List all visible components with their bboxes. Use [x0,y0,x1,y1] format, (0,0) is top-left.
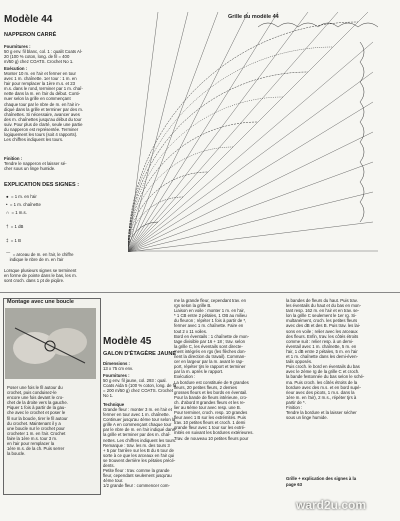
model44-finish-text: Tendre le napperon et laisser sé- cher sous un linge humide. [4,161,67,172]
single-crochet-icon: ∩ [6,210,10,215]
crochet-chart-44 [128,12,378,252]
model44-finish-label: Finition : [4,156,23,161]
section-divider [0,292,400,293]
model45-title: Modèle 45 [103,336,152,347]
chain-arc-icon: ⌒ [6,252,11,257]
hands-illustration-icon [5,308,96,379]
sign-arc-text: = arceau de m. en l'air, le chiffre indique le nbre de m. en l'air [9,252,74,263]
model45-technique-label: Technique [103,402,125,407]
model45-technique-text: Grande fleur : monter 3 m. en l'air et fermer en tour avec 1 m. chaînette. Continuer jusqu'au 4ème tour selon la grille A en commençant chaque tour par le nbre de m. en l'air indiqué dans la grille et terminer par des m. chaî- nettes. Les chiffres indiquent les tours. Remarque : trav. les m. des tours 3 + 5 par l'arrière sur les B du 6 tour de sorte à ce que les arceaux en l'air qui se trouvent derrière les pétales précé- dents. Petite fleur : trav. comme la grande fleur, cependant seulement jusqu'au 4ème tour. 1/2 grande fleur : commencer com- [103,407,177,489]
signs-title: EXPLICATION DES SIGNES : [4,182,80,188]
sign-slip [6,202,41,207]
model44-execution-label: Exécution : [4,66,28,71]
sign-hdc-text: = 1 dB [10,224,24,229]
model44-title: Modèle 44 [4,14,53,25]
chart-rays [128,12,373,252]
sign-slip-text: = 1 m. chaînette [9,202,41,207]
model45-materials-text: 50 g env. fil jaune, col. 293 : qual. Coats Aida 5 (100 % coton, long. de fil = 200 m/50 g) chez COATS. Crochet No 1. [103,378,176,399]
sign-sc-text: = 1 m.s. [11,210,27,215]
inset-title: Montage avec une boucle [7,299,74,305]
sign-chain [6,194,37,199]
chart-title: Grille du modèle 44 [228,14,279,20]
model45-column2: me la grande fleur, cependant trav. en rgs selon la grille B. Liaison en voile : monter 1 m. en l'air, * 1 CB entre 2 pétales, 1 OB au milieu du fleuron ; répéter 1 fois à partir de *, fermer avec 1 m. chaînette. Faire en tout 2 x 11 voiles. Bord en éventails : 1 chaînette de mon- tage divisible par 16 + 18 ; trav. selon la grille C, les éventails sont directe- ment intégrés en rgs (les flèches don- nent la direction du travail). Comman- cer en largeur par la m. avant le rap- port, répéter tjrs le rapport et terminer par la m. après le rapport. Exécution : La bordure est constituée de 9 grandes fleurs, 20 petites fleurs, 2 demies grosses fleurs et les bords en éventail. Pour la bande de fleurs intérieure, cro- ch. d'abord 8 grandes fleurs et les re- lier au 6ème tour avec resp. une B. Pour terminer, croch. resp. 10 grandes fleur avec 1 B sur les extrémités. Puis trav. 10 petites fleurs et croch. 1 demi grande fleur avec 1 tour sur les extré- mités en suivant les bordures extérieures. Trav. de nouveau 10 petites fleurs pour [174,298,254,441]
sign-dc [6,238,21,243]
model44-materials-label: Fournitures : [4,44,31,49]
model44-subtitle: NAPPERON CARRÉ [4,32,57,38]
footer-label: Grille + explication des signes à la [286,476,357,481]
model45-dimensions-text: 13 x 75 cm env. [103,366,134,371]
sign-arc [6,252,74,262]
model45-dimensions-label: Dimensions : [103,361,130,366]
footer-page: page 63 [286,482,303,487]
slip-stitch-icon: • [6,202,8,207]
double-crochet-icon: ‡ [6,238,9,243]
watermark: ward2u.com [296,498,367,512]
sign-sc [6,210,27,215]
chain-symbol-icon: ● [6,194,9,199]
sign-chain-text: = 1 m. en l'air [11,194,37,199]
chart-scallops [258,23,378,222]
inset-text: Poser une fois le fil autour du crochet, puis conduisez-le encore une fois devant le cro- chet de la droite vers la gauche. Piquer 1 fois à partir de la gau- che avec le crochet et poser le fil sur la boucle, tirer le fil autour du crochet. Maintenant il y a une boucle sur le crochet pour crocheter 1 m. en l'air. Crochet faire la 1ère m.s. tour 3 m. en l'air pour remplacer la 1ère m.s. de la ch. Puis serrer la boucle. [7,385,68,457]
sign-dc-text: = 1 B [10,238,21,243]
model45-subtitle: GALON D'ÉTAGÈRE JAUNE [103,351,177,357]
hands-photo [5,308,96,379]
model44-execution-text: Monter 10 m. en l'air et fermer en tour avec 1 m. chaînette. 1er tour : 1 m. en l'air pour remplacer la 1ère m.s. et 23 m.s. dans le rond, terminer par 1 m. chaî- nette dans la m. en l'air du début. Conti- nuer selon la grille en commençant chaque tour par le nbre de m. en l'air in- diqué dans la grille et terminer par des m. chaînettes. Si nécessaire, avancer aves des m. chaînettes jusqu'au début du tour suiv. Pour plus de clarté, seule une partie du napperon est représentée. Terminer logiquement les tours (soit 4 rapports). Les chiffres indiquent les tours. [4,71,84,143]
model44-materials-text: 50 g env. fil blanc, col. 1 : qualit Coats Al- 20 (100 % coton, long. de fil = 400 m/50 g) chez COATS. Crochet No 1. [4,49,83,65]
half-double-icon: † [6,224,9,229]
model45-materials-label: Fournitures : [103,373,130,378]
sign-hdc [6,224,23,229]
model45-column3: la bandes de fleurs du haut. Puis trav. les éventails du haut et du bas en mon- tant resp. 162 m. en l'air et en trav. se- lon la grille C seulement le 1er rg. Si- multanément, croch. les petites fleurs avec des dB et des B. Puis trav. les lai- sons en voile ; relier avec les arceaux des fleurs. Enfin, trav. les côtés étroits comme suit : relier resp. à un demi- éventail avec 1 m. chaînette, 5 m. en l'air, 1 dB entre 2 pétales, 5 m. en l'air et 1 m. chaînette dans les demi-éven- tails opposés. Puis croch. le bord en éventails du bas avec le 2ème rg de la grille C et croch. la bande festonnée du bas selon le sché- ma. Puis croch. les côtés étroits de la bordure avec des m.s. et en bord supé- rieur avec des picots, 1 m.s. dans la 1ère m. en l'air), 2 m.s., répéter tjrs à partir de *. Finition : Tendre la bordure et la laisser sécher sous un linge humide. [286,298,365,421]
signs-note: Lorsque plusieurs signes se terminent en forme de pointe dans le bas, les m. sont croch. dans 1 pt de piqûre. [4,268,77,284]
